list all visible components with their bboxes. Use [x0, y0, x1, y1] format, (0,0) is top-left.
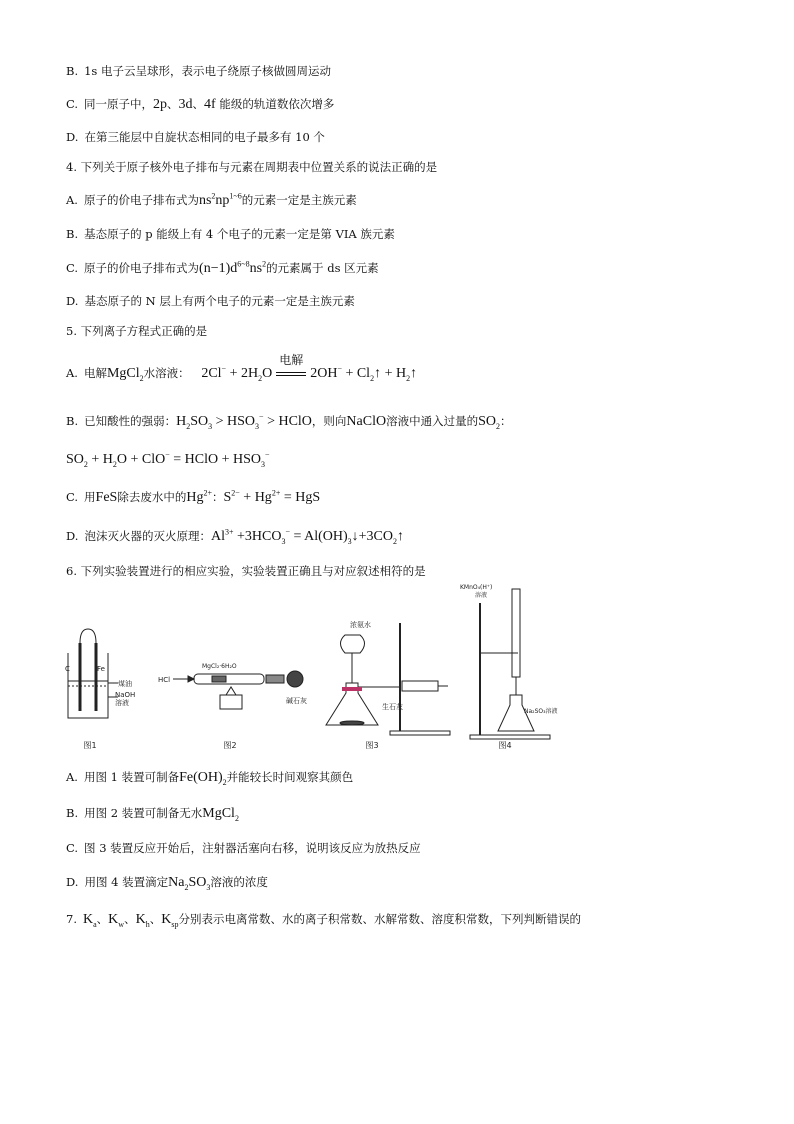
option-text: 溶液中通入过量的	[386, 414, 479, 428]
fig2-salt-label: MgCl₂·6H₂O	[202, 663, 237, 670]
option-label: A.	[66, 193, 78, 207]
fig1-iron-label: Fe	[97, 665, 105, 673]
option-label: A.	[66, 366, 78, 380]
figure-4	[460, 584, 558, 750]
option-text: 原子的价电子排布式为	[84, 261, 200, 275]
option-text: 溶液的浓度	[210, 875, 268, 889]
option-text: 图 3 装置反应开始后，注射器活塞向右移，说明该反应为放热反应	[84, 841, 421, 855]
formula: NaClO	[346, 414, 387, 429]
option-label: A.	[66, 770, 78, 784]
formula: $Na_2SO_3$	[168, 875, 211, 892]
option-text: 在第三能层中自旋状态相同的电子最多有 10 个	[84, 130, 325, 144]
option-text: 除去废水中的	[117, 490, 187, 504]
q6-stem: 6. 下列实验装置进行的相应实验，实验装置正确且与对应叙述相符的是	[66, 564, 426, 578]
formula: $SO_2$	[478, 414, 500, 431]
option-text: 用图 2 装置可制备无水	[84, 806, 203, 820]
q3-option-d	[66, 127, 325, 147]
constant-ka: $K_a$	[82, 912, 97, 929]
separator: 、	[96, 912, 109, 926]
q4-option-a	[66, 190, 357, 211]
option-text: 的元素属于 ds 区元素	[266, 261, 379, 275]
q7-stem	[66, 909, 581, 930]
question-number: 7.	[66, 912, 77, 926]
option-text: 水溶液：	[143, 366, 190, 380]
q6-option-a	[66, 767, 353, 788]
option-text: 能级的轨道数依次增多	[215, 97, 335, 111]
formula: $Hg^{2+}$	[186, 488, 212, 505]
fig4-solution-label: 溶液	[475, 592, 488, 599]
orbital-4f: 4f	[204, 97, 216, 112]
option-label: B.	[66, 806, 79, 820]
option-label: C.	[66, 97, 79, 111]
fig1-caption: 图1	[83, 741, 97, 750]
q3-option-b	[66, 61, 331, 81]
separator: 、	[167, 97, 179, 111]
question-text: 分别表示电离常数、水的离子积常数、水解常数、溶度积常数，下列判断错误的	[178, 912, 581, 926]
separator: 、	[149, 912, 162, 926]
equation: $Al^{3+} +3HCO_3^-$ = $Al(OH)_3↓+3CO_2↑$	[210, 527, 404, 546]
formula: FeS	[95, 490, 118, 505]
option-label: D.	[66, 294, 79, 308]
electrolysis-sign: 电解	[274, 364, 308, 384]
fig1-naoh-label: NaOH	[115, 691, 136, 699]
fig4-kmno4-label: KMnO₄(H⁺)	[460, 584, 493, 591]
option-text: 用图 1 装置可制备	[83, 770, 180, 784]
separator: 、	[124, 912, 136, 926]
equation: $S^{2-} + Hg^{2+}$ = HgS	[223, 488, 321, 505]
fig2-lime-label: 碱石灰	[286, 697, 307, 705]
constant-kh: $K_h$	[135, 912, 150, 929]
option-label: C.	[66, 841, 79, 855]
option-label: B.	[66, 227, 79, 241]
option-label: D.	[66, 875, 79, 889]
q4-option-d	[66, 291, 355, 311]
option-label: B.	[66, 64, 79, 78]
q5-option-a	[66, 353, 418, 384]
fig4-na2so3-label: Na₂SO₃溶液	[524, 708, 558, 715]
q5-stem: 5. 下列离子方程式正确的是	[66, 324, 208, 338]
q6-option-b	[66, 803, 239, 824]
q6-option-d	[66, 872, 268, 893]
formula: MgCl$_2$	[106, 366, 144, 383]
formula: MgCl$_2$	[202, 806, 239, 823]
q5-option-c	[66, 487, 320, 508]
option-text: 并能较长时间观察其颜色	[226, 770, 354, 784]
option-text: 同一原子中，	[84, 97, 154, 111]
formula: $Fe(OH)_2$	[179, 770, 227, 787]
equation: $SO_2 + H_2O + ClO^-$ = HClO + $HSO_3^-$	[66, 450, 270, 469]
constant-kw: $K_w$	[108, 912, 125, 929]
constant-ksp: $K_{sp}$	[161, 912, 179, 929]
acid-order: $H_2SO_3 > HSO_3^-$ > HClO	[176, 412, 312, 431]
option-text: 的元素一定是主族元素	[241, 193, 357, 207]
figure-2	[158, 663, 307, 750]
formula: $(n-1)d^{6\sim 8}ns^2$	[199, 259, 267, 276]
q4-option-c	[66, 258, 379, 279]
option-text: 用	[84, 490, 96, 504]
separator: 、	[192, 97, 205, 111]
q3-option-c	[66, 94, 334, 115]
option-label: C.	[66, 490, 79, 504]
fig3-caption: 图3	[365, 741, 379, 750]
option-label: D.	[66, 529, 79, 543]
apparatus-figures	[60, 583, 560, 753]
q5-option-d	[66, 526, 404, 547]
figure-3	[326, 620, 450, 750]
fig2-caption: 图2	[223, 741, 237, 750]
fig3-ammonia-label: 浓氨水	[350, 621, 371, 629]
fig4-caption: 图4	[498, 741, 512, 750]
orbital-2p: 2p	[153, 97, 168, 112]
option-text: 用图 4 装置滴定	[84, 875, 169, 889]
fig2-hcl-label: HCl	[158, 676, 171, 684]
q5-option-b-equation	[66, 449, 270, 470]
equation: $2Cl^- + 2H_2O$ 电解 $2OH^- + Cl_2↑$ + $H_2↑$	[201, 353, 418, 383]
fig1-solution-label: 溶液	[115, 699, 129, 707]
option-text: ：	[211, 490, 224, 504]
option-text: 1s 电子云呈球形，表示电子绕原子核做圆周运动	[84, 64, 331, 78]
q4-option-b	[66, 224, 395, 244]
option-text: 基态原子的 p 能级上有 4 个电子的元素一定是第 VIA 族元素	[84, 227, 395, 241]
option-text: 已知酸性的强弱：	[84, 414, 177, 428]
option-text: 电解	[83, 366, 107, 380]
option-text: ：	[499, 414, 512, 428]
fig1-carbon-label: C	[65, 665, 70, 673]
option-text: ，则向	[311, 414, 347, 428]
formula: $ns^2np^{1\sim 6}$	[198, 191, 242, 208]
option-label: D.	[66, 130, 79, 144]
option-text: 泡沫灭火器的灭火原理：	[84, 529, 211, 543]
q6-option-c	[66, 838, 421, 858]
option-label: B.	[66, 414, 79, 428]
q4-stem: 4. 下列关于原子核外电子排布与元素在周期表中位置关系的说法正确的是	[66, 160, 438, 174]
fig1-oil-label: 煤油	[118, 680, 132, 688]
option-label: C.	[66, 261, 79, 275]
fig3-quicklime-label: 生石灰	[382, 703, 403, 711]
figure-1	[65, 629, 135, 750]
orbital-3d: 3d	[178, 97, 193, 112]
option-text: 基态原子的 N 层上有两个电子的元素一定是主族元素	[84, 294, 355, 308]
option-text: 原子的价电子排布式为	[83, 193, 199, 207]
q5-option-b	[66, 411, 511, 432]
